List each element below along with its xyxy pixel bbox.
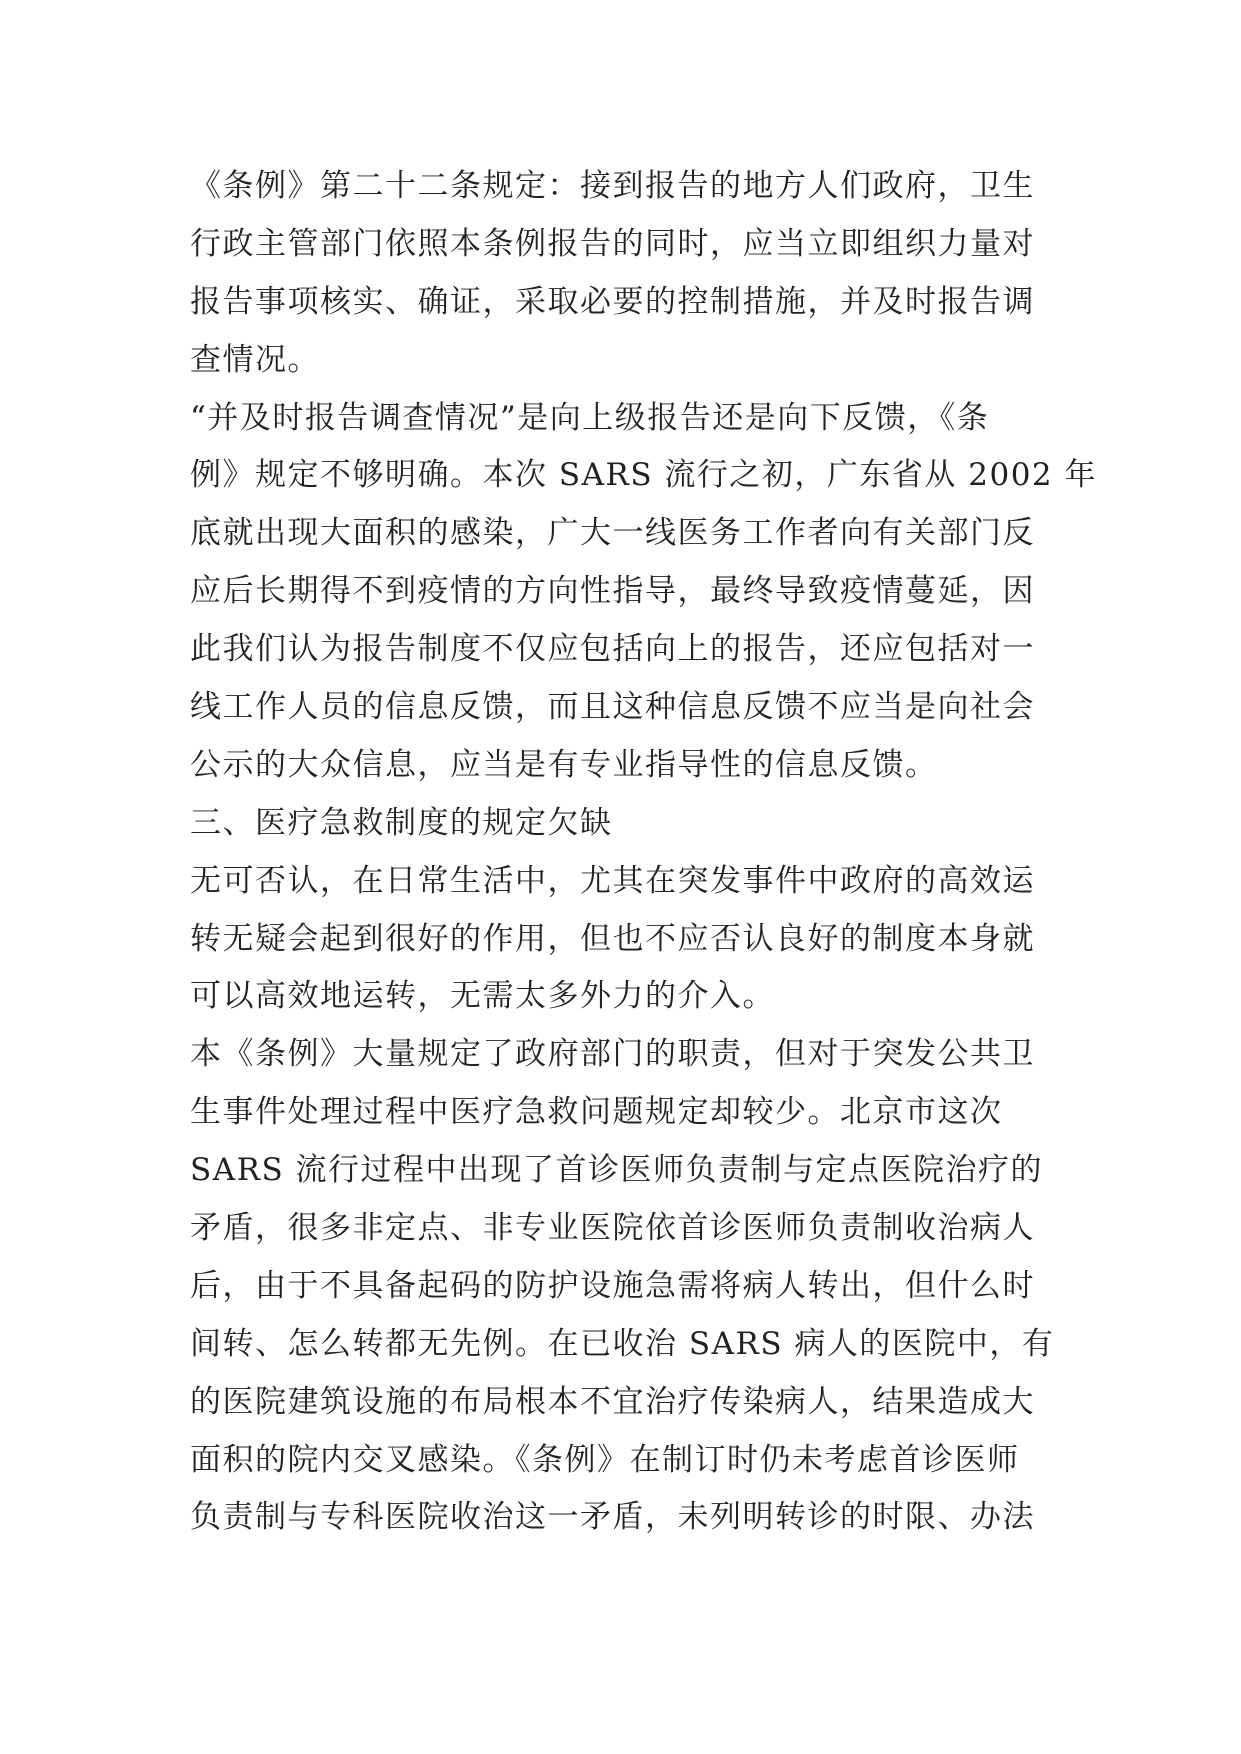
- text-line: 可以高效地运转，无需太多外力的介入。: [190, 978, 775, 1015]
- body-text: [190, 157, 1098, 1546]
- text-line: 矛盾，很多非定点、非专业医院依首诊医师负责制收治病人: [190, 1210, 1035, 1247]
- text-line: “并及时报告调查情况”是向上级报告还是向下反馈，《条: [190, 399, 990, 436]
- text-line: SARS 流行过程中出现了首诊医师负责制与定点医院治疗的: [190, 1152, 1044, 1189]
- text-line: 公示的大众信息，应当是有专业指导性的信息反馈。: [190, 746, 938, 783]
- text-line: 间转、怎么转都无先例。在已收治 SARS 病人的医院中，有: [190, 1325, 1055, 1362]
- text-line: 此我们认为报告制度不仅应包括向上的报告，还应包括对一: [190, 631, 1035, 668]
- text-line: 本《条例》大量规定了政府部门的职责，但对于突发公共卫: [190, 1036, 1035, 1073]
- text-line: 应后长期得不到疫情的方向性指导，最终导致疫情蔓延，因: [190, 573, 1035, 610]
- text-line: 报告事项核实、确证，采取必要的控制措施，并及时报告调: [190, 283, 1035, 320]
- text-line: 生事件处理过程中医疗急救问题规定却较少。北京市这次: [190, 1094, 1003, 1131]
- text-line: 行政主管部门依照本条例报告的同时，应当立即组织力量对: [190, 225, 1035, 262]
- text-line: 后，由于不具备起码的防护设施急需将病人转出，但什么时: [190, 1267, 1035, 1304]
- section-heading: 三、医疗急救制度的规定欠缺: [190, 804, 613, 841]
- text-line: 线工作人员的信息反馈，而且这种信息反馈不应当是向社会: [190, 689, 1035, 726]
- text-line: 负责制与专科医院收治这一矛盾，未列明转诊的时限、办法: [190, 1499, 1035, 1536]
- text-line: 例》规定不够明确。本次 SARS 流行之初，广东省从 2002 年: [190, 457, 1098, 494]
- text-line: 无可否认，在日常生活中，尤其在突发事件中政府的高效运: [190, 862, 1035, 899]
- text-line: 《条例》第二十二条规定：接到报告的地方人们政府，卫生: [190, 168, 1035, 204]
- text-line: 转无疑会起到很好的作用，但也不应否认良好的制度本身就: [190, 920, 1035, 957]
- text-line: 的医院建筑设施的布局根本不宜治疗传染病人，结果造成大: [190, 1383, 1035, 1420]
- text-line: 底就出现大面积的感染，广大一线医务工作者向有关部门反: [190, 515, 1035, 552]
- text-line: 面积的院内交叉感染。《条例》在制订时仍未考虑首诊医师: [190, 1441, 1020, 1478]
- text-line: 查情况。: [190, 341, 320, 378]
